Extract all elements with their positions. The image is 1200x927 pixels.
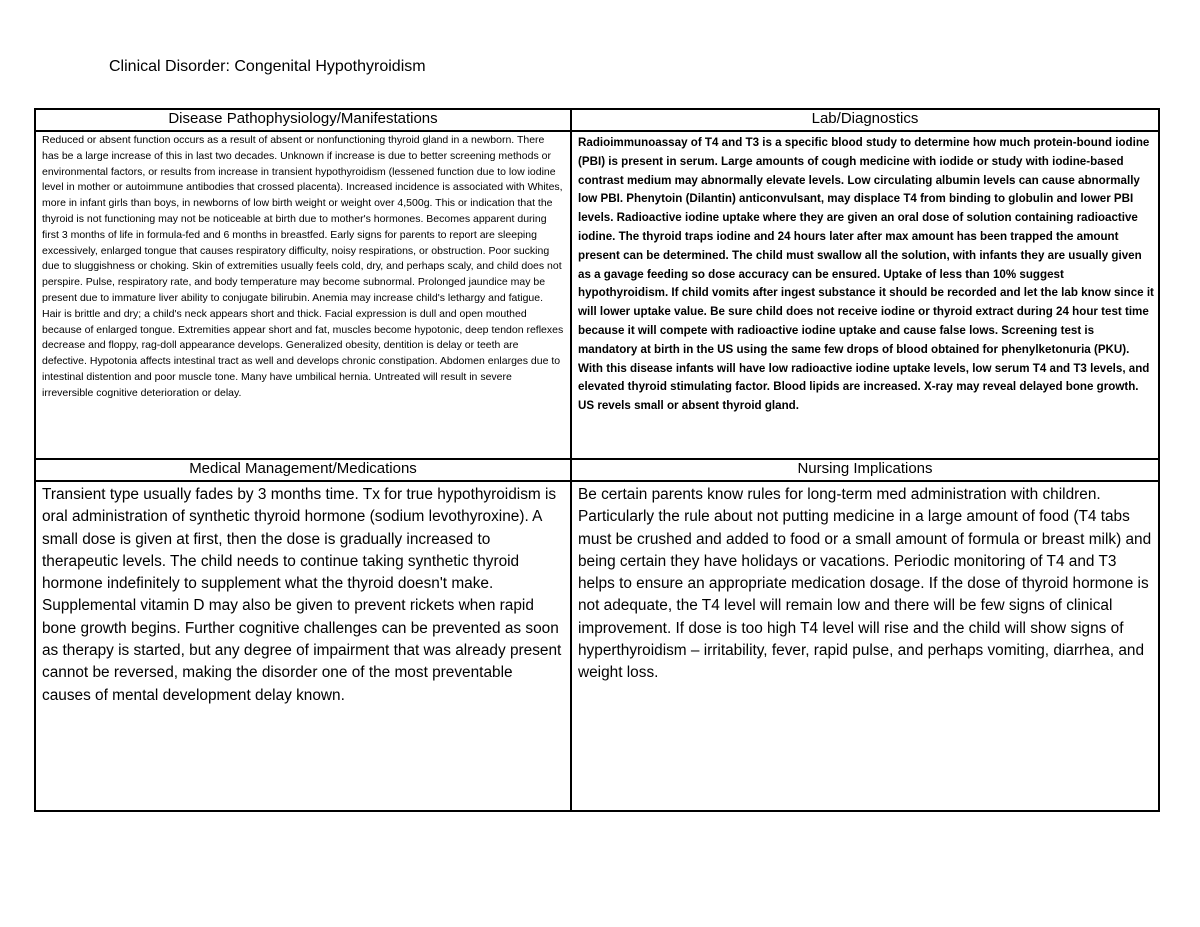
- care-plan-table: [34, 108, 1160, 812]
- pathophysiology-heading: Disease Pathophysiology/Manifestations: [35, 109, 571, 131]
- header-row-bottom: [35, 459, 1159, 481]
- lab-diagnostics-cell: [571, 131, 1159, 459]
- nursing-cell: [571, 481, 1159, 811]
- management-heading: Medical Management/Medications: [35, 459, 571, 481]
- content-row-top: [35, 131, 1159, 459]
- nursing-text: Be certain parents know rules for long-term med administration with children. Particularly the rule about not putting medicine in a large amount of food (T4 tabs must be crushed and added to food or a small amount of formula or breast milk) and being certain they have holidays or vacations. Periodic monitoring of T4 and T3 helps to ensure an appropriate medication dosage. If the dose of thyroid hormone is not adequate, the T4 level will remain low and there will be few signs of clinical improvement. If dose is too high T4 level will rise and the child will show signs of hyperthyroidism – irritability, fever, rapid pulse, and perhaps vomiting, diarrhea, and weight loss.: [578, 486, 1152, 682]
- header-row-top: [35, 109, 1159, 131]
- management-cell: [35, 481, 571, 811]
- document-title: Clinical Disorder: Congenital Hypothyroidism: [109, 58, 426, 75]
- pathophysiology-text: Reduced or absent function occurs as a result of absent or nonfunctioning thyroid gland in a newborn. There has be a large increase of this in last two decades. Unknown if increase is due to better screening methods or environmental factors, or results from increase in transient hypothyroidism (lessened function due to low iodine level in mother or autoimmune antibodies that crossed placenta). Increased incidence is associated with Whites, more in infant girls than boys, in newborns of low birth weight or weight over 4,500g. This or indication that the thyroid is not functioning may not be noticeable at birth due to mother's hormones. Becomes apparent during first 3 months of life in formula-fed and 6 months in breastfed. Early signs for parents to report are sleeping excessively, enlarged tongue that causes respiratory difficulty, noisy respirations, or obstruction. Poor sucking due to sluggishness or choking. Skin of extremities usually feels cold, dry, and perhaps scaly, and child does not perspire. Pulse, respiratory rate, and body temperature may become subnormal. Prolonged jaundice may be present due to immature liver ability to conjugate bilirubin. Anemia may increase child's lethargy and fatigue. Hair is brittle and dry; a child's neck appears short and thick. Facial expression is dull and open mouthed because of enlarged tongue. Extremities appear short and fat, muscles become hypotonic, deep tendon reflexes decrease and floppy, rag-doll appearance develops. Generalized obesity, dentition is delay or teeth are defective. Hypotonia affects intestinal tract as well and develops chronic constipation. Abdomen enlarges due to intestinal distention and poor muscle tone. Many have umbilical hernia. Untreated will result in severe irreversible cognitive deterioration or delay.: [42, 134, 564, 399]
- pathophysiology-cell: [35, 131, 571, 459]
- nursing-heading: Nursing Implications: [571, 459, 1159, 481]
- content-row-bottom: [35, 481, 1159, 811]
- lab-diagnostics-text: Radioimmunoassay of T4 and T3 is a specific blood study to determine how much protein-bound iodine (PBI) is present in serum. Large amounts of cough medicine with iodide or study with iodine-based contrast medium may abnormally elevate levels. Low circulating albumin levels can cause abnormally low PBI. Phenytoin (Dilantin) anticonvulsant, may displace T4 from binding to globulin and lower PBI levels. Radioactive iodine uptake where they are given an oral dose of solution containing radioactive iodine. The thyroid traps iodine and 24 hours later after max amount has been trapped the amount present can be determined. The child must swallow all the solution, with infants they are usually given as a gavage feeding so dose accuracy can be ensured. Uptake of less than 10% suggest hypothyroidism. If child vomits after ingest substance it should be recorded and let the lab know since it will lower uptake value. Be sure child does not receive iodine or thyroid extract during 24 hour test time because it will compete with radioactive iodine uptake and cause false lows. Screening test is mandatory at birth in the US using the same few drops of blood obtained for phenylketonuria (PKU). With this disease infants will have low radioactive iodine uptake levels, low serum T4 and T3 levels, and elevated thyroid stimulating factor. Blood lipids are increased. X-ray may reveal delayed bone growth. US revels small or absent thyroid gland.: [578, 136, 1154, 413]
- lab-diagnostics-heading: Lab/Diagnostics: [571, 109, 1159, 131]
- management-text: Transient type usually fades by 3 months time. Tx for true hypothyroidism is oral administration of synthetic thyroid hormone (sodium levothyroxine). A small dose is given at first, then the dose is gradually increased to therapeutic levels. The child needs to continue taking synthetic thyroid hormone indefinitely to supplement what the thyroid doesn't make. Supplemental vitamin D may also be given to prevent rickets when rapid bone growth begins. Further cognitive challenges can be prevented as soon as therapy is started, but any degree of impairment that was already present cannot be reversed, making the disorder one of the most preventable causes of mental development delay known.: [42, 486, 562, 704]
